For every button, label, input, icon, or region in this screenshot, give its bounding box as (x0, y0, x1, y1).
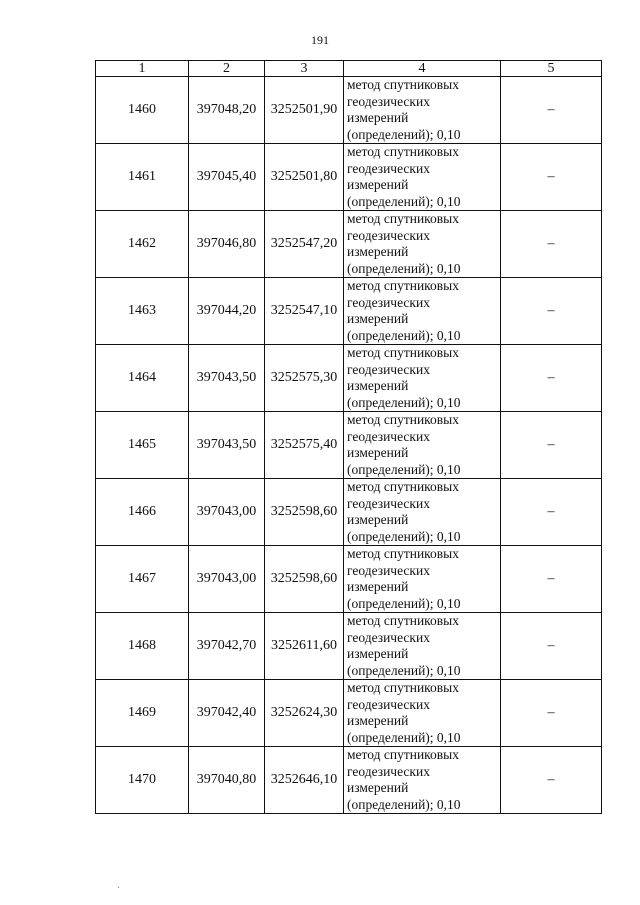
method-line: (определений); 0,10 (347, 126, 461, 142)
coordinate-x: 397042,40 (189, 680, 265, 747)
method-line: метод спутниковых (347, 613, 459, 628)
coordinate-y: 3252501,90 (265, 77, 344, 144)
coordinate-x: 397040,80 (189, 747, 265, 814)
coordinate-x: 397044,20 (189, 278, 265, 345)
column-5-value: – (501, 546, 602, 613)
method-line: метод спутниковых (347, 278, 459, 293)
column-5-value: – (501, 345, 602, 412)
method-line: геодезических (347, 428, 430, 444)
coordinate-y: 3252547,20 (265, 211, 344, 278)
method-line: измерений (347, 579, 409, 594)
coordinate-x: 397042,70 (189, 613, 265, 680)
method-cell (344, 546, 501, 613)
coordinate-y: 3252598,60 (265, 546, 344, 613)
column-header-1: 1 (96, 61, 189, 77)
table-row (96, 680, 602, 747)
method-line: (определений); 0,10 (347, 662, 461, 678)
table-row (96, 479, 602, 546)
coordinate-y: 3252624,30 (265, 680, 344, 747)
method-line: измерений (347, 445, 409, 460)
method-line: метод спутниковых (347, 77, 459, 92)
method-line: геодезических (347, 763, 430, 779)
method-line: геодезических (347, 562, 430, 578)
coordinate-y: 3252598,60 (265, 479, 344, 546)
table-row (96, 747, 602, 814)
method-cell (344, 613, 501, 680)
point-number: 1462 (96, 211, 189, 278)
point-number: 1467 (96, 546, 189, 613)
table-row (96, 144, 602, 211)
method-cell (344, 412, 501, 479)
table-row (96, 211, 602, 278)
method-line: (определений); 0,10 (347, 193, 461, 209)
column-5-value: – (501, 479, 602, 546)
coordinate-y: 3252575,40 (265, 412, 344, 479)
method-line: геодезических (347, 93, 430, 109)
point-number: 1463 (96, 278, 189, 345)
method-line: геодезических (347, 696, 430, 712)
method-line: измерений (347, 713, 409, 728)
method-line: геодезических (347, 495, 430, 511)
method-line: (определений); 0,10 (347, 327, 461, 343)
method-line: (определений); 0,10 (347, 260, 461, 276)
table-row (96, 278, 602, 345)
table-row (96, 77, 602, 144)
method-line: измерений (347, 780, 409, 795)
scan-speck (118, 887, 119, 888)
coordinate-y: 3252611,60 (265, 613, 344, 680)
method-line: геодезических (347, 629, 430, 645)
column-header-3: 3 (265, 61, 344, 77)
column-5-value: – (501, 412, 602, 479)
coordinate-x: 397045,40 (189, 144, 265, 211)
method-cell (344, 278, 501, 345)
column-5-value: – (501, 613, 602, 680)
coordinate-x: 397048,20 (189, 77, 265, 144)
method-line: метод спутниковых (347, 345, 459, 360)
column-header-2: 2 (189, 61, 265, 77)
column-5-value: – (501, 747, 602, 814)
method-cell (344, 747, 501, 814)
method-line: измерений (347, 512, 409, 527)
point-number: 1468 (96, 613, 189, 680)
method-cell (344, 680, 501, 747)
point-number: 1461 (96, 144, 189, 211)
method-line: метод спутниковых (347, 211, 459, 226)
coordinate-x: 397046,80 (189, 211, 265, 278)
column-5-value: – (501, 77, 602, 144)
method-line: геодезических (347, 160, 430, 176)
method-line: метод спутниковых (347, 479, 459, 494)
coordinate-y: 3252547,10 (265, 278, 344, 345)
method-cell (344, 144, 501, 211)
method-line: метод спутниковых (347, 680, 459, 695)
method-line: геодезических (347, 294, 430, 310)
column-header-4: 4 (344, 61, 501, 77)
table-row (96, 613, 602, 680)
coordinate-x: 397043,00 (189, 479, 265, 546)
method-line: (определений); 0,10 (347, 528, 461, 544)
method-line: метод спутниковых (347, 144, 459, 159)
method-line: измерений (347, 311, 409, 326)
method-line: (определений); 0,10 (347, 729, 461, 745)
method-line: (определений); 0,10 (347, 595, 461, 611)
point-number: 1460 (96, 77, 189, 144)
coordinates-table (95, 60, 602, 814)
table-row (96, 546, 602, 613)
method-cell (344, 345, 501, 412)
method-cell (344, 211, 501, 278)
column-5-value: – (501, 680, 602, 747)
point-number: 1465 (96, 412, 189, 479)
method-line: измерений (347, 177, 409, 192)
method-line: измерений (347, 244, 409, 259)
column-header-5: 5 (501, 61, 602, 77)
point-number: 1466 (96, 479, 189, 546)
method-line: геодезических (347, 227, 430, 243)
column-5-value: – (501, 144, 602, 211)
method-line: измерений (347, 646, 409, 661)
method-line: (определений); 0,10 (347, 461, 461, 477)
coordinate-x: 397043,50 (189, 345, 265, 412)
method-line: (определений); 0,10 (347, 796, 461, 812)
method-line: (определений); 0,10 (347, 394, 461, 410)
point-number: 1464 (96, 345, 189, 412)
method-line: измерений (347, 378, 409, 393)
point-number: 1469 (96, 680, 189, 747)
coordinate-y: 3252646,10 (265, 747, 344, 814)
method-line: метод спутниковых (347, 747, 459, 762)
table-row (96, 412, 602, 479)
coordinate-y: 3252575,30 (265, 345, 344, 412)
column-5-value: – (501, 278, 602, 345)
table-row (96, 345, 602, 412)
method-line: метод спутниковых (347, 412, 459, 427)
page-number: 191 (311, 33, 329, 47)
method-cell (344, 479, 501, 546)
header-row (96, 61, 602, 77)
method-cell (344, 77, 501, 144)
point-number: 1470 (96, 747, 189, 814)
coordinate-y: 3252501,80 (265, 144, 344, 211)
coordinate-x: 397043,00 (189, 546, 265, 613)
coordinate-x: 397043,50 (189, 412, 265, 479)
method-line: метод спутниковых (347, 546, 459, 561)
method-line: измерений (347, 110, 409, 125)
method-line: геодезических (347, 361, 430, 377)
column-5-value: – (501, 211, 602, 278)
